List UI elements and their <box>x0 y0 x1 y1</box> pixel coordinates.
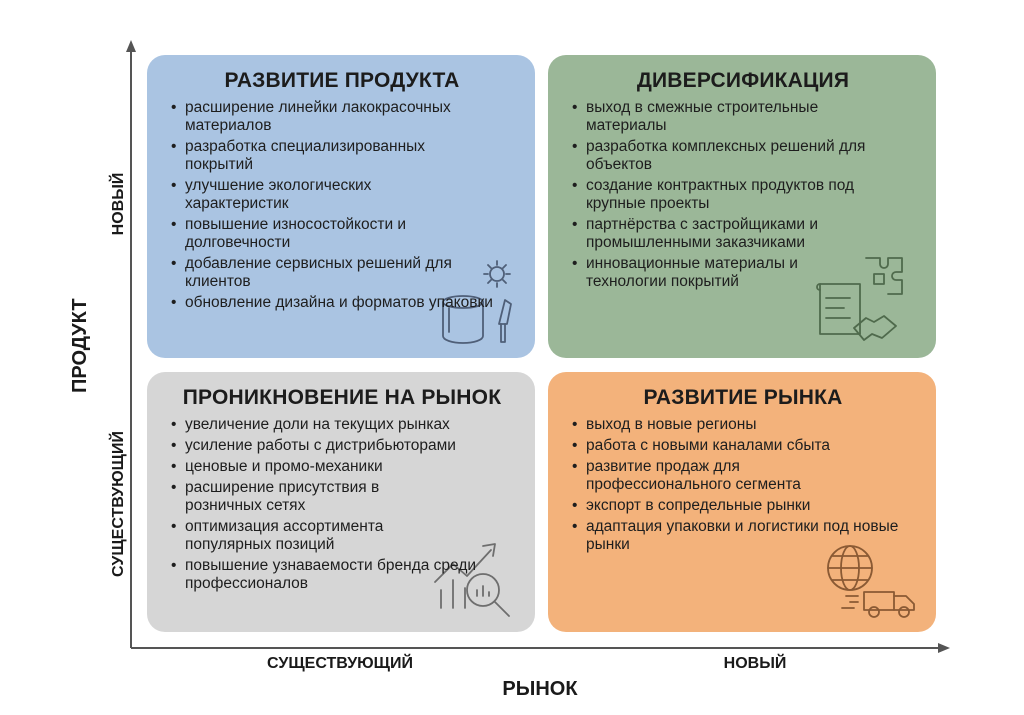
y-axis-top-label: НОВЫЙ <box>110 172 127 236</box>
bullet-list <box>572 99 914 291</box>
list-item: • экспорт в сопредельные рынки <box>572 497 914 515</box>
x-axis-right-label: НОВЫЙ <box>723 655 787 672</box>
quadrant-market-penetration <box>147 372 535 632</box>
x-axis-arrow <box>938 643 950 653</box>
quadrant-diversification <box>548 55 936 358</box>
quadrant-product-development <box>147 55 535 358</box>
list-item: • повышение узнаваемости бренда среди профессионалов <box>171 557 505 593</box>
list-item: • улучшение экологических характеристик <box>171 177 445 213</box>
quadrant-title: РАЗВИТИЕ ПРОДУКТА <box>224 69 460 92</box>
list-item: • обновление дизайна и форматов упаковки <box>171 294 495 312</box>
list-item: • повышение износостойкости и долговечности <box>171 216 485 252</box>
list-item: • инновационные материалы и технологии покрытий <box>572 255 856 291</box>
y-axis-bottom-label: СУЩЕСТВУЮЩИЙ <box>110 431 127 577</box>
bullet-list <box>171 99 513 312</box>
bullet-list <box>171 416 513 593</box>
list-item: • расширение присутствия в розничных сетях <box>171 479 455 515</box>
globe-delivery-truck-icon <box>824 542 918 622</box>
y-axis-title: ПРОДУКТ <box>69 298 91 393</box>
list-item: • выход в смежные строительные материалы <box>572 99 876 135</box>
quadrant-title: РАЗВИТИЕ РЫНКА <box>643 386 843 409</box>
list-item: • работа с новыми каналами сбыта <box>572 437 914 455</box>
list-item: • адаптация упаковки и логистики под новые рынки <box>572 518 916 554</box>
list-item: • развитие продаж для профессионального сегмента <box>572 458 876 494</box>
x-axis-title: РЫНОК <box>502 678 578 700</box>
list-item: • создание контрактных продуктов под крупные проекты <box>572 177 914 213</box>
list-item: • усиление работы с дистрибьюторами <box>171 437 513 455</box>
list-item: • увеличение доли на текущих рынках <box>171 416 513 434</box>
list-item: • расширение линейки лакокрасочных материалов <box>171 99 513 135</box>
list-item: • добавление сервисных решений для клиентов <box>171 255 485 291</box>
quadrant-market-development <box>548 372 936 632</box>
list-item: • ценовые и промо-механики <box>171 458 513 476</box>
list-item: • разработка комплексных решений для объектов <box>572 138 896 174</box>
x-axis-left-label: СУЩЕСТВУЮЩИЙ <box>267 655 413 672</box>
list-item: • выход в новые регионы <box>572 416 914 434</box>
bullet-list <box>572 416 914 554</box>
y-axis-arrow <box>126 40 136 52</box>
list-item: • разработка специализированных покрытий <box>171 138 485 174</box>
list-item: • партнёрства с застройщиками и промышленными заказчиками <box>572 216 886 252</box>
quadrant-title: ПРОНИКНОВЕНИЕ НА РЫНОК <box>182 386 502 409</box>
quadrant-title: ДИВЕРСИФИКАЦИЯ <box>636 69 850 92</box>
list-item: • оптимизация ассортимента популярных позиций <box>171 518 455 554</box>
